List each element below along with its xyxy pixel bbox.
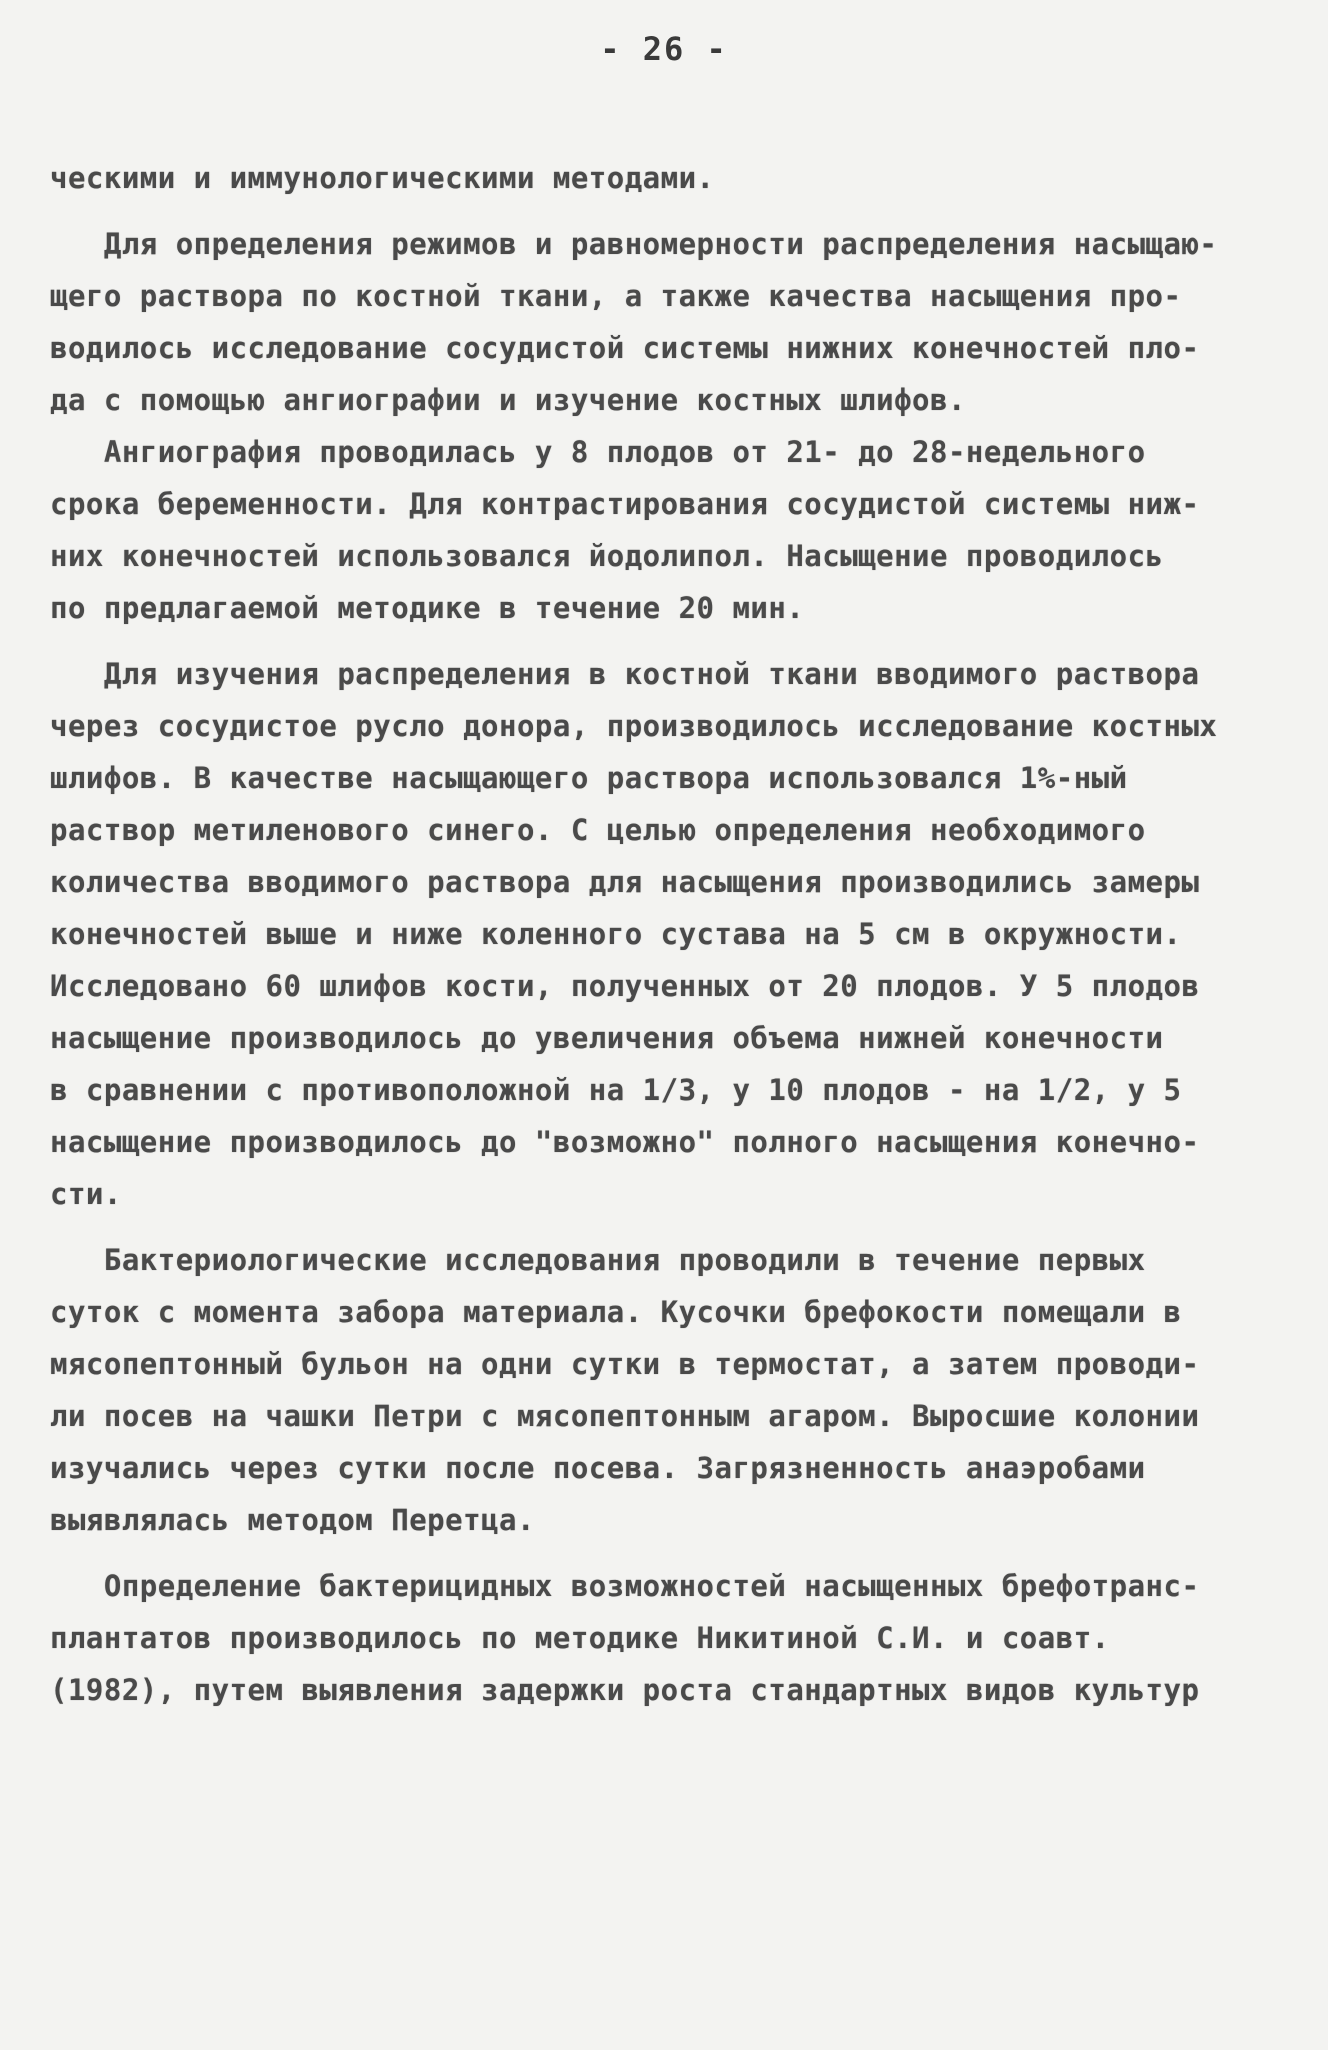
paragraph-2 <box>50 218 1280 426</box>
text-line: Для изучения распределения в костной ткани вводимого раствора <box>50 657 1200 691</box>
text-line: количества вводимого раствора для насыщения производились замеры <box>50 865 1200 899</box>
text-line: (1982), путем выявления задержки роста стандартных видов культур <box>50 1673 1200 1707</box>
text-line: выявлялась методом Перетца. <box>50 1503 535 1537</box>
text-line: насыщение производилось до увеличения объема нижней конечности <box>50 1021 1164 1055</box>
text-line: них конечностей использовался йодолипол. Насыщение проводилось <box>50 539 1164 573</box>
text-line: конечностей выше и ниже коленного сустава на 5 см в окружности. <box>50 917 1182 951</box>
text-line: Для определения режимов и равномерности распределения насыщаю- <box>50 227 1218 261</box>
text-line: ли посев на чашки Петри с мясопептонным агаром. Выросшие колонии <box>50 1399 1200 1433</box>
paragraph-5 <box>50 1234 1280 1546</box>
text-line: раствор метиленового синего. С целью определения необходимого <box>50 813 1146 847</box>
paragraph-3 <box>50 426 1280 634</box>
text-line: да с помощью ангиографии и изучение костных шлифов. <box>50 383 966 417</box>
text-line: водилось исследование сосудистой системы нижних конечностей пло- <box>50 331 1200 365</box>
text-line: по предлагаемой методике в течение 20 мин. <box>50 591 805 625</box>
text-line: Ангиография проводилась у 8 плодов от 21- до 28-недельного <box>50 435 1146 469</box>
text-line: насыщение производилось до "возможно" полного насыщения конечно- <box>50 1125 1200 1159</box>
paragraph-1 <box>50 152 1280 204</box>
document-body <box>50 152 1280 1716</box>
text-line: в сравнении с противоположной на 1/3, у 10 плодов - на 1/2, у 5 <box>50 1073 1182 1107</box>
text-line: Исследовано 60 шлифов кости, полученных от 20 плодов. У 5 плодов <box>50 969 1200 1003</box>
text-line: плантатов производилось по методике Никитиной С.И. и соавт. <box>50 1621 1110 1655</box>
text-line: ческими и иммунологическими методами. <box>50 161 715 195</box>
text-line: щего раствора по костной ткани, а также качества насыщения про- <box>50 279 1182 313</box>
text-line: через сосудистое русло донора, производилось исследование костных <box>50 709 1218 743</box>
text-line: срока беременности. Для контрастирования сосудистой системы ниж- <box>50 487 1200 521</box>
text-line: изучались через сутки после посева. Загрязненность анаэробами <box>50 1451 1146 1485</box>
text-line: Бактериологические исследования проводили в течение первых <box>50 1243 1146 1277</box>
text-line: Определение бактерицидных возможностей насыщенных брефотранс- <box>50 1569 1200 1603</box>
text-line: шлифов. В качестве насыщающего раствора использовался 1%-ный <box>50 761 1128 795</box>
paragraph-4 <box>50 648 1280 1220</box>
text-line: суток с момента забора материала. Кусочки брефокости помещали в <box>50 1295 1182 1329</box>
page-number: - 26 - <box>600 30 728 68</box>
text-line: сти. <box>50 1177 122 1211</box>
text-line: мясопептонный бульон на одни сутки в термостат, а затем проводи- <box>50 1347 1200 1381</box>
paragraph-6 <box>50 1560 1280 1716</box>
